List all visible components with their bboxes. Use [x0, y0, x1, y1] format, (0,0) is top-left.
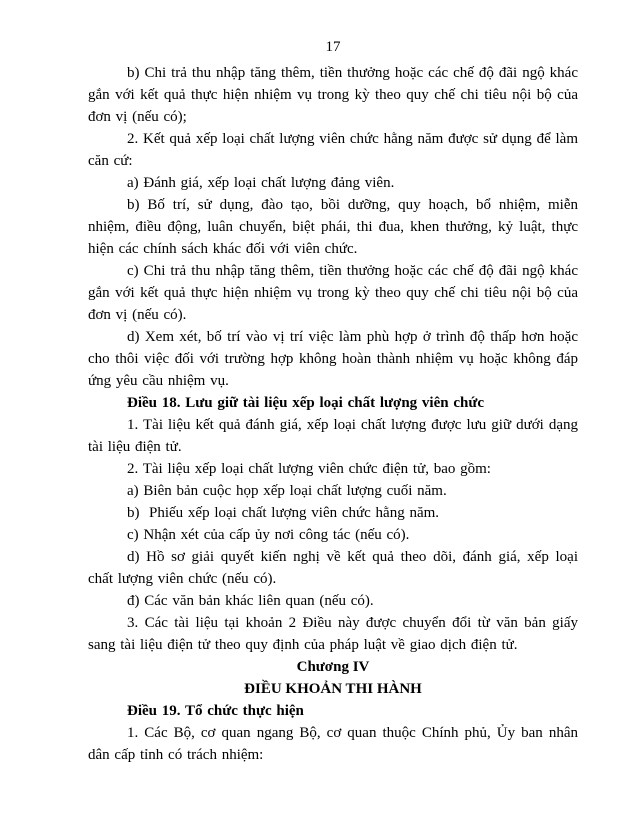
- article-heading: Điều 18. Lưu giữ tài liệu xếp loại chất lượng viên chức: [127, 395, 484, 411]
- paragraph: đ) Các văn bản khác liên quan (nếu có).: [127, 593, 374, 609]
- paragraph: b) Bố trí, sử dụng, đào tạo, bồi dưỡng, quy hoạch, bổ nhiệm, miễn nhiệm, điều động, luân chuyển, biệt phái, thi đua, khen thưởng, kỷ luật, thực hiện các chính sách khác đối với viên chức.: [88, 197, 578, 257]
- paragraph: a) Đánh giá, xếp loại chất lượng đảng viên.: [127, 175, 395, 191]
- paragraph: 2. Tài liệu xếp loại chất lượng viên chức điện tử, bao gồm:: [127, 461, 491, 477]
- paragraph: d) Xem xét, bố trí vào vị trí việc làm phù hợp ở trình độ thấp hơn hoặc cho thôi việc đối với trường hợp không hoàn thành nhiệm vụ hoặc không đáp ứng yêu cầu nhiệm vụ.: [88, 329, 578, 389]
- paragraph: a) Biên bản cuộc họp xếp loại chất lượng cuối năm.: [127, 483, 447, 499]
- paragraph: 2. Kết quả xếp loại chất lượng viên chức hằng năm được sử dụng để làm căn cứ:: [88, 131, 578, 169]
- paragraph: d) Hồ sơ giải quyết kiến nghị về kết quả theo dõi, đánh giá, xếp loại chất lượng viên chức (nếu có).: [88, 549, 578, 587]
- paragraph: 3. Các tài liệu tại khoản 2 Điều này được chuyển đổi từ văn bản giấy sang tài liệu điện tử theo quy định của pháp luật về giao dịch điện tử.: [88, 615, 578, 653]
- chapter-heading: ĐIỀU KHOẢN THI HÀNH: [244, 681, 422, 697]
- page-number: 17: [325, 39, 341, 55]
- document-body: [88, 62, 578, 766]
- paragraph: c) Nhận xét của cấp ủy nơi công tác (nếu có).: [127, 527, 410, 543]
- paragraph: 1. Các Bộ, cơ quan ngang Bộ, cơ quan thuộc Chính phủ, Ủy ban nhân dân cấp tỉnh có trách nhiệm:: [88, 725, 578, 763]
- paragraph: b) Chi trả thu nhập tăng thêm, tiền thưởng hoặc các chế độ đãi ngộ khác gắn với kết quả thực hiện nhiệm vụ trong kỳ theo quy chế chi tiêu nội bộ của đơn vị (nếu có);: [88, 65, 578, 125]
- paragraph: 1. Tài liệu kết quả đánh giá, xếp loại chất lượng được lưu giữ dưới dạng tài liệu điện tử.: [88, 417, 578, 455]
- chapter-heading: Chương IV: [296, 659, 370, 675]
- article-heading: Điều 19. Tổ chức thực hiện: [127, 703, 304, 719]
- paragraph: b) Phiếu xếp loại chất lượng viên chức hằng năm.: [127, 505, 440, 521]
- paragraph: c) Chi trả thu nhập tăng thêm, tiền thưởng hoặc các chế độ đãi ngộ khác gắn với kết quả thực hiện nhiệm vụ trong kỳ theo quy chế chi tiêu nội bộ của đơn vị (nếu có).: [88, 263, 578, 323]
